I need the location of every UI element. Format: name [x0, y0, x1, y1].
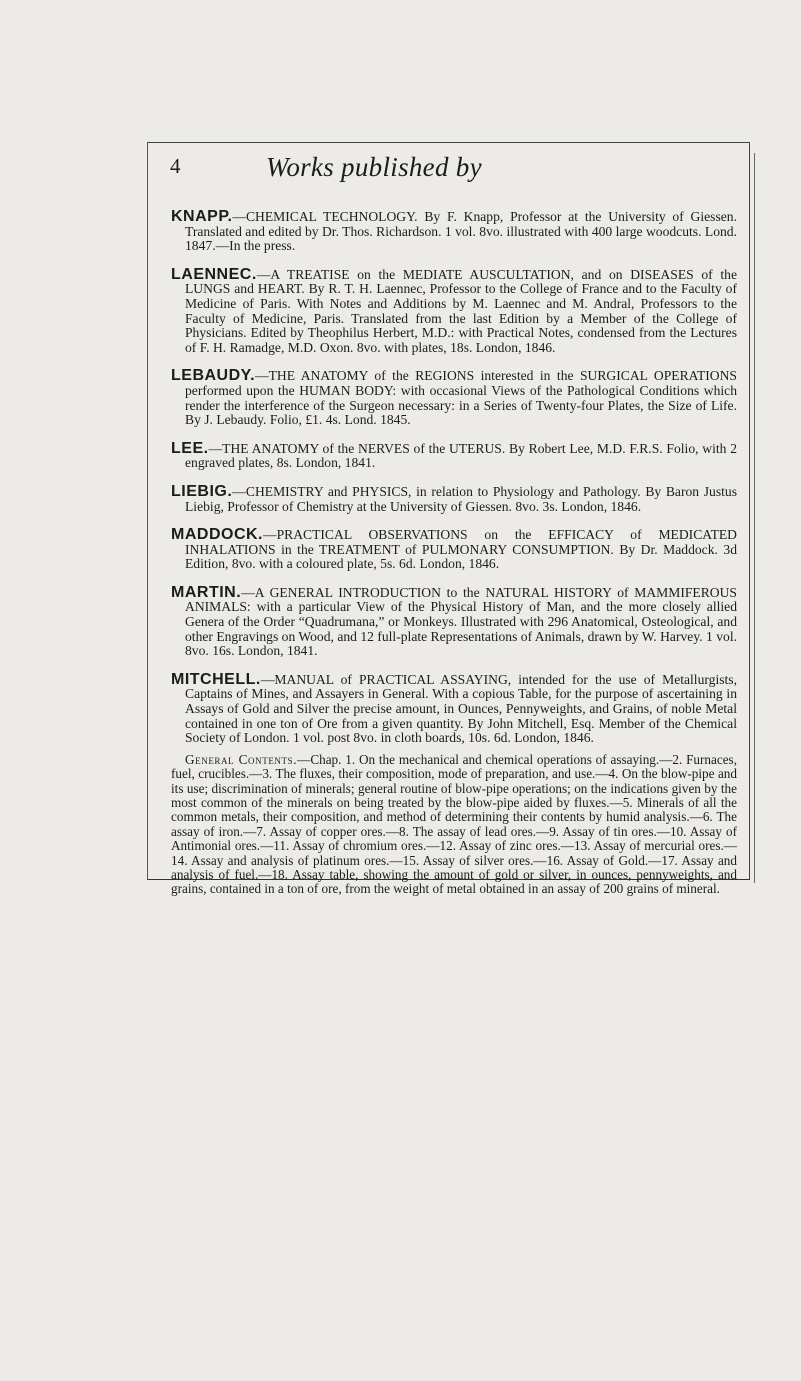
running-title: Works published by: [266, 152, 482, 182]
entry-author: LIEBIG.: [171, 482, 233, 500]
catalogue-entry-mitchell: [171, 670, 737, 897]
catalogue-entry-lee: [171, 439, 737, 471]
page-number: 4: [170, 154, 181, 178]
contents-text: —Chap. 1. On the mechanical and chemical operations of assaying.—2. Furnaces, fuel, crucibles.—3. The fluxes, their composition, mode of preparation, and use.—4. On the blow-pipe and its use; discrimination of minerals; general routine of blow-pipe operations; on the indications given by the most common of the minerals on being treated by the blow-pipe aided by fluxes.—5. Minerals of all the common metals, their composition, and method of determining their contents by humid analysis.—6. The assay of iron.—7. Assay of copper ores.—8. The assay of lead ores.—9. Assay of tin ores.—10. Assay of Antimonial ores.—11. Assay of chromium ores.—12. Assay of zinc ores.—13. Assay of mercurial ores.—14. Assay and analysis of platinum ores.—15. Assay of silver ores.—16. Assay of Gold.—17. Assay and analysis of fuel.—18. Assay table, showing the amount of gold or silver, in ounces, pennyweights, and grains, contained in a ton of ore, from the weight of metal obtained in an assay of 200 grains of mineral.: [171, 751, 737, 897]
catalogue-entry-maddock: [171, 528, 737, 572]
entry-description: —A TREATISE on the MEDIATE AUSCULTATION, and on DISEASES of the LUNGS and HEART. By R. T. H. Laennec, Professor to the College of France and to the Faculty of Medicine of Paris. With Notes and Additions by M. Laennec and M. Andral, Professors to the Faculty of Medicine, Paris. Translated from the last Edition by a Member of the College of Physicians. Edited by Theophilus Herbert, M.D.: with Practical Notes, condensed from the Lectures of F. H. Ramadge, M.D. Oxon. 8vo. with plates, 18s. London, 1846.: [185, 266, 737, 355]
catalogue-entry-laennec: [171, 265, 737, 356]
entry-author: LAENNEC.: [171, 265, 257, 283]
entry-author: MARTIN.: [171, 583, 242, 601]
catalogue-entries: [171, 210, 737, 911]
entry-author: LEBAUDY.: [171, 367, 256, 385]
entry-description: —MANUAL of PRACTICAL ASSAYING, intended for the use of Metallurgists, Captains of Mines, and Assayers in General. With a copious Table, for the purpose of ascertaining in Assays of Gold and Silver the precise amount, in Ounces, Pennyweights, and Grains, of noble Metal contained in one ton of Ore from a given quantity. By John Mitchell, Esq. Member of the Chemical Society of London. 1 vol. post 8vo. in cloth boards, 10s. 6d. London, 1846.: [185, 671, 737, 746]
page-header: [170, 152, 730, 192]
catalogue-entry-lebaudy: [171, 369, 737, 427]
entry-author: MITCHELL.: [171, 670, 261, 688]
catalogue-entry-liebig: [171, 482, 737, 514]
entry-description: —CHEMISTRY and PHYSICS, in relation to Physiology and Pathology. By Baron Justus Liebig, Professor of Chemistry at the University of Giessen. 8vo. 3s. London, 1846.: [185, 483, 737, 514]
entry-description: —PRACTICAL OBSERVATIONS on the EFFICACY of MEDICATED INHALATIONS in the TREATMENT of PULMONARY CONSUMPTION. By Dr. Maddock. 3d Edition, 8vo. with a coloured plate, 5s. 6d. London, 1846.: [185, 527, 737, 572]
entry-description: —THE ANATOMY of the REGIONS interested in the SURGICAL OPERATIONS performed upon the HUMAN BODY: with occasional Views of the Pathological Conditions which render the interference of the Surgeon necessary: in a Series of Twenty-four Plates, the Size of Life. By J. Lebaudy. Folio, £1. 4s. Lond. 1845.: [185, 368, 737, 428]
entry-author: KNAPP.: [171, 208, 233, 225]
entry-description: —A GENERAL INTRODUCTION to the NATURAL HISTORY of MAMMIFEROUS ANIMALS: with a particular View of the Physical History of Man, and the more closely allied Genera of the Order “Quadrumana,” or Monkeys. Illustrated with 296 Anatomical, Osteological, and other Engravings on Wood, and 12 full-plate Representations of Animals, drawn by W. Harvey. 1 vol. 8vo. 16s. London, 1841.: [185, 584, 737, 659]
entry-description: —THE ANATOMY of the NERVES of the UTERUS. By Robert Lee, M.D. F.R.S. Folio, with 2 engraved plates, 8s. London, 1841.: [185, 440, 737, 471]
entry-author: MADDOCK.: [171, 526, 263, 544]
contents-label: General Contents.: [185, 751, 298, 767]
catalogue-entry-martin: [171, 583, 737, 659]
general-contents: [171, 753, 737, 897]
entry-description: —CHEMICAL TECHNOLOGY. By F. Knapp, Professor at the University of Giessen. Translated and edited by Dr. Thos. Richardson. 1 vol. 8vo. illustrated with 400 large woodcuts. Lond. 1847.—In the press.: [185, 209, 737, 254]
catalogue-entry-knapp: [171, 210, 737, 254]
entry-author: LEE.: [171, 439, 209, 457]
